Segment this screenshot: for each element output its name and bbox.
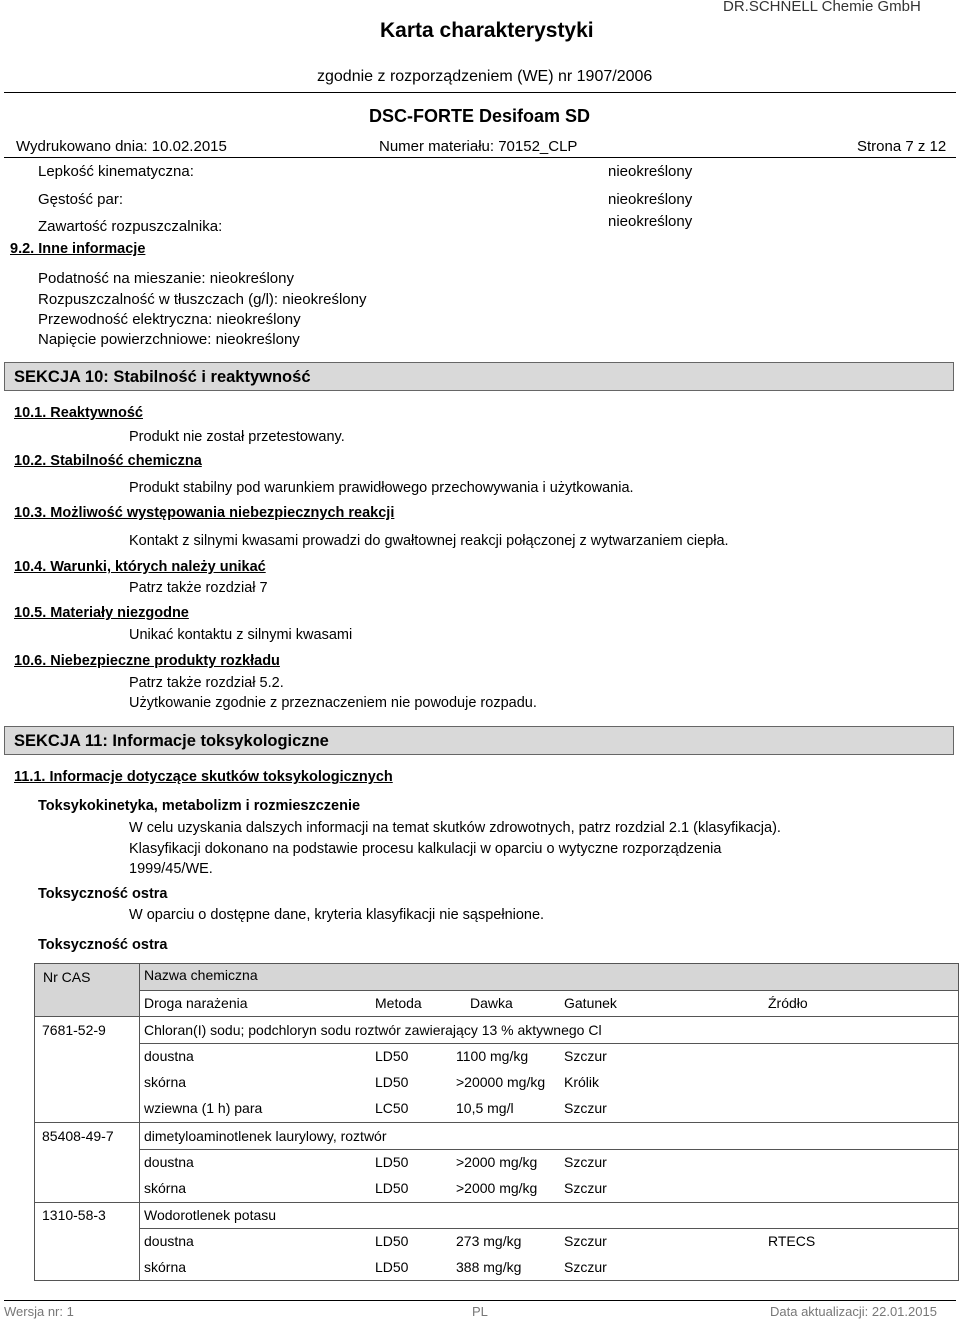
subsection-text: Unikać kontaktu z silnymi kwasami	[129, 627, 353, 643]
product-name: DSC-FORTE Desifoam SD	[369, 106, 591, 126]
section-title: SEKCJA 10: Stabilność i reaktywność	[14, 368, 311, 386]
table-header-row	[140, 990, 958, 1016]
print-date: Wydrukowano dnia: 10.02.2015	[16, 138, 227, 155]
subsection-heading: 10.1. Reaktywność	[14, 405, 143, 421]
prop-label: Gęstość par:	[38, 191, 124, 208]
subsection-heading-9-2: 9.2. Inne informacje	[10, 241, 146, 257]
info-line: Przewodność elektryczna: nieokreślony	[38, 311, 301, 328]
section-header-11	[4, 726, 954, 755]
info-line: Podatność na mieszanie: nieokreślony	[38, 270, 294, 287]
page-number: Strona 7 z 12	[857, 138, 947, 155]
header-bottom-divider	[4, 157, 956, 158]
table-header-route: Droga narażenia	[144, 995, 248, 1011]
table-header-name: Nazwa chemiczna	[140, 964, 958, 990]
company-name: DR.SCHNELL Chemie GmbH	[723, 0, 921, 15]
subsection-text: Produkt stabilny pod warunkiem prawidłowego przechowywania i użytkowania.	[129, 480, 634, 496]
section-header-10	[4, 362, 954, 391]
table-row: doustna LD50 273 mg/kg Szczur RTECS	[144, 1233, 816, 1249]
subsection-text: Patrz także rozdział 5.2.	[129, 675, 284, 691]
subsection-heading: 10.2. Stabilność chemiczna	[14, 453, 202, 469]
subsection-text: Produkt nie został przetestowany.	[129, 429, 345, 445]
language-code: PL	[472, 1304, 488, 1319]
acute-toxicity-heading: Toksyczność ostra	[38, 886, 168, 902]
acute-toxicity-text: W oparciu o dostępne dane, kryteria klasyfikacji nie sąspełnione.	[129, 907, 545, 923]
subsection-heading: 10.4. Warunki, których należy unikać	[14, 559, 266, 575]
toxicokinetics-heading: Toksykokinetyka, metabolizm i rozmieszczenie	[38, 798, 361, 814]
toxicokinetics-text: 1999/45/WE.	[129, 861, 213, 877]
table-cell-cas: 7681-52-9	[35, 1017, 140, 1044]
table-row: doustna LD50 >2000 mg/kg Szczur	[144, 1154, 607, 1170]
table-cell-cas: 1310-58-3	[35, 1203, 140, 1229]
regulation-line: zgodnie z rozporządzeniem (WE) nr 1907/2006	[317, 68, 653, 85]
table-cell-chemical-name: dimetyloaminotlenek laurylowy, roztwór	[140, 1123, 958, 1150]
subsection-heading: 10.6. Niebezpieczne produkty rozkładu	[14, 653, 280, 669]
toxicokinetics-text: W celu uzyskania dalszych informacji na temat skutków zdrowotnych, patrz rozdzial 2.1 (klasyfikacja).	[129, 820, 781, 836]
prop-value: nieokreślony	[608, 163, 693, 180]
material-number: Numer materiału: 70152_CLP	[379, 138, 578, 155]
table-row: wziewna (1 h) para LC50 10,5 mg/l Szczur	[144, 1100, 607, 1116]
prop-value: nieokreślony	[608, 213, 693, 230]
table-row: skórna LD50 >2000 mg/kg Szczur	[144, 1180, 607, 1196]
toxicokinetics-text: Klasyfikacji dokonano na podstawie procesu kalkulacji w oparciu o wytyczne rozporządzenia	[129, 841, 722, 857]
table-header-dose: Dawka	[470, 995, 513, 1011]
update-date: Data aktualizacji: 22.01.2015	[770, 1304, 937, 1319]
table-cell-chemical-name: Chloran(I) sodu; podchloryn sodu roztwór zawierający 13 % aktywnego Cl	[140, 1017, 958, 1044]
table-cell-cas: 85408-49-7	[35, 1123, 140, 1150]
document-title: Karta charakterystyki	[380, 19, 594, 42]
subsection-heading: 10.5. Materiały niezgodne	[14, 605, 189, 621]
table-header-method: Metoda	[375, 995, 422, 1011]
subsection-text: Patrz także rozdział 7	[129, 580, 268, 596]
header-divider	[4, 92, 956, 93]
footer-divider	[4, 1300, 956, 1301]
acute-toxicity-heading: Toksyczność ostra	[38, 937, 168, 953]
prop-label: Zawartość rozpuszczalnika:	[38, 218, 223, 235]
section-title: SEKCJA 11: Informacje toksykologiczne	[14, 732, 329, 750]
subsection-text: Kontakt z silnymi kwasami prowadzi do gwałtownej reakcji połączonej z wytwarzaniem ciepła.	[129, 533, 729, 549]
table-row: skórna LD50 388 mg/kg Szczur	[144, 1259, 607, 1275]
table-cell-chemical-name: Wodorotlenek potasu	[140, 1203, 958, 1229]
table-header-species: Gatunek	[564, 995, 617, 1011]
subsection-text: Użytkowanie zgodnie z przeznaczeniem nie powoduje rozpadu.	[129, 695, 537, 711]
info-line: Rozpuszczalność w tłuszczach (g/l): nieokreślony	[38, 291, 367, 308]
acute-toxicity-table	[34, 963, 959, 1281]
info-line: Napięcie powierzchniowe: nieokreślony	[38, 331, 300, 348]
version-number: Wersja nr: 1	[4, 1304, 74, 1319]
subsection-heading: 11.1. Informacje dotyczące skutków toksykologicznych	[14, 769, 393, 785]
table-header-source: Źródło	[768, 995, 808, 1011]
table-row: doustna LD50 1100 mg/kg Szczur	[144, 1048, 607, 1064]
prop-value: nieokreślony	[608, 191, 693, 208]
subsection-heading: 10.3. Możliwość występowania niebezpiecznych reakcji	[14, 505, 395, 521]
prop-label: Lepkość kinematyczna:	[38, 163, 194, 180]
table-row: skórna LD50 >20000 mg/kg Królik	[144, 1074, 600, 1090]
table-header-cas: Nr CAS	[35, 964, 140, 1016]
